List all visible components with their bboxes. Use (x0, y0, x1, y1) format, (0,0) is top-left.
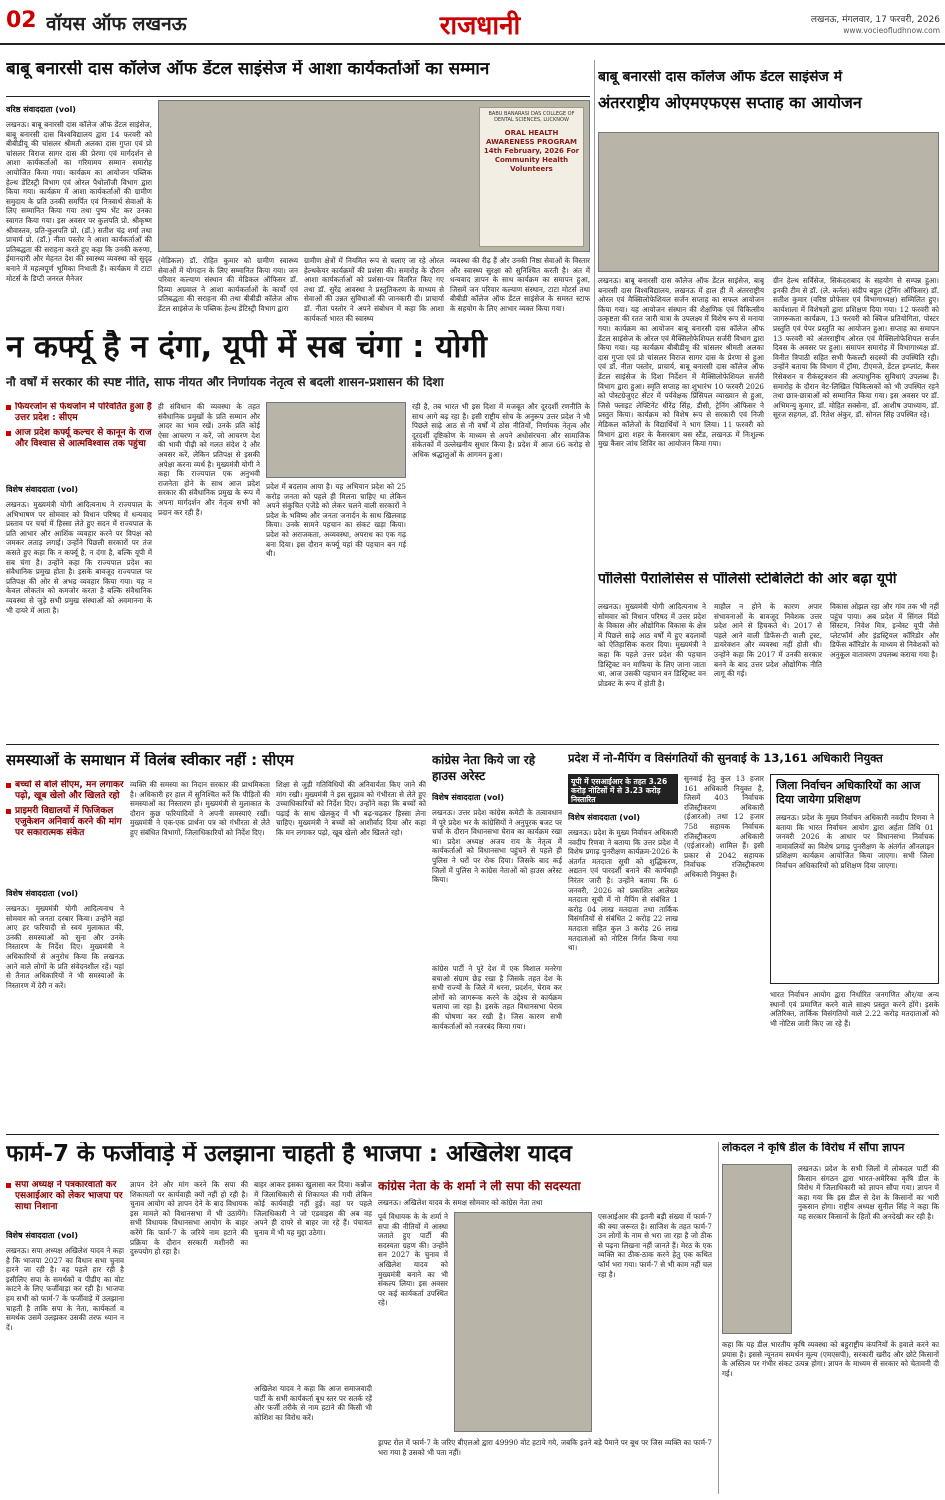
headline: पॉलिसी पैरालिसिस से पॉलिसी स्टेबिलिटी की ओर बढ़ा यूपी (598, 572, 897, 587)
intro: लखनऊ। अखिलेश यादव के समक्ष सोमवार को कांग्रेस नेता तथा (378, 1198, 543, 1207)
story-yogi-curfew (6, 330, 590, 740)
story8-highlights (6, 1180, 124, 1226)
masthead-rule (0, 43, 945, 45)
column-1: लखनऊ। बाबू बनारसी दास कॉलेज ऑफ डेंटल साइंसेज, बाबू बनारसी दास विश्वविद्यालय, लखनऊ में हाल ही में अंतरराष्ट्रीय ओरल एवं मैक्सिलोफेशियल सर्जन सप्ताह का सफल आयोजन किया गया। यह आयोजन संस्थान की शैक्षणिक एवं चिकित्सीय उत्कृष्टता की रतत जारी यात्रा के उपलक्ष्य में विशेष रूप से मनाया गया। कार्यक्रम का आयोजन बाबू बनारसी दास कॉलेज ऑफ डेंटल साइंसेज के ओरल एवं मैक्सिलोफेशियल सर्जरी विभाग द्वारा किया गया। यह कार्यक्रम बीबीडीयू की चांसलर श्रीमती अलका दास गुप्ता एवं प्रो चांसलर विराज सागर दास के प्रेरणा से हुआ एवं डॉ. नीता पस्तोर, प्राचार्य, बाबू बनारसी दास कॉलेज ऑफ डेंटल साइंसेज के दिशा निर्देशन में मैक्सिलोफेशियल सर्जरी विभाग द्वारा हुआ। स्मृति सप्ताह का शुभारंभ 10 फरवरी 2026 को पोस्टग्रेजुएट सेंटर में पर्यवेक्षक प्रिंसिपल व्याख्यान से हुआ, जिसे फ्लाइट लेफ्टिनेंट धीरेंद्र सिंह, डीसी, ट्रेनिंग ऑफिसर ने प्रस्तुत किया। कार्यक्रम को विशेष रूप से सरकारी एवं निजी मेडिकल कॉलेजों के विद्यार्थियों ने भाग लिया। 11 फरवरी को विभाग द्वारा शहर के कैसरबाग बस स्टैंड, लखनऊ में निःशुल्क मुख कैंसर जांच शिविर का आयोजन किया गया। (598, 276, 764, 449)
column-2: एसआईआर की इतनी बड़ी संख्या में फार्म-7 की क्या जरूरत है। साजिश के तहत फार्म-7 उन लोगों के नाम से भरा जा रहा है जो ठीक से पढ़ना लिखना नहीं जानते हैं। मेरठ के एक व्यक्ति का ठीक-ठाक करने हेतु एक कथित फॉर्म भरा गया। फार्म-7 से भी काम नहीं चल रहा है। (598, 1212, 712, 1279)
headline: प्रदेश में नो-मैपिंग व विसंगतियों की सुनवाई के 13,161 अधिकारी नियुक्त (568, 752, 883, 765)
banner-text: ORAL HEALTH AWARENESS PROGRAM 14th February, 2026 For Community Health Volunteers (483, 129, 580, 173)
box-text: लखनऊ। प्रदेश के मुख्य निर्वाचन अधिकारी नवदीप रिणवा ने बताया कि भारत निर्वाचन आयोग द्वारा अर्हता तिथि 01 जनवरी 2026 के आधार पर विधानसभा निर्वाचक नामावलियों का विशेष प्रगाढ़ पुनरीक्षण के अंतर्गत ऑनलाइन प्रशिक्षण कार्यक्रम आयोजित किया जाएगा। सभी जिला निर्वाचन अधिकारियों को प्रशिक्षण दिया जाएगा। (776, 813, 934, 870)
headline: न कर्फ्यू है न दंगा, यूपी में सब चंगा : योगी (6, 330, 487, 365)
story8-column-4: अखिलेश यादव ने कहा कि आज समाजवादी पार्टी के सभी कार्यकर्ता बूथ स्तर पर सतर्क रहें और फर्जी तरीके से नाम हटाने की किसी भी कोशिश का विरोध करें। (254, 1384, 372, 1422)
election-training-box (770, 774, 939, 984)
story-dental-asha (6, 60, 590, 324)
column-4: रही है, तब भारत भी इस दिशा में मजबूत और दूरदर्शी रणनीति के साथ आगे बढ़ रहा है। इसी राष्ट्रीय सोच के अनुरूप उत्तर प्रदेश ने भी पिछले साढ़े आठ से नौ वर्षों में ठोस नीतियों, निर्णायक नेतृत्व और दूरदर्शी दृष्टिकोण के माध्यम से अपने अधोसंरचना और सामाजिक संकेतकों में उल्लेखनीय सुधार किया है। प्रदेश में आज 66 करोड़ से अधिक श्रद्धालुओं के आगमन हुआ। (412, 402, 590, 459)
highlight-2: आज प्रदेश कर्फ्यू कल्चर से कानून के राज और विश्वास से आत्मविश्वास तक पहुंचा (6, 428, 156, 450)
banner-org: BABU BANARASI DAS COLLEGE OF DENTAL SCIENCES, LUCKNOW (488, 111, 575, 123)
column-1: लखनऊ। बाबू बनारसी दास कॉलेज ऑफ डेंटल साइंसेज, बाबू बनारसी दास विश्वविद्यालय द्वारा 14 फरवरी को बीबीडीयू की चांसलर श्रीमती अलका दास गुप्ता एवं प्रो चांसलर विराज सागर दास की प्रेरणा एवं मार्गदर्शन से आशा कार्यकर्ताओं का गरिमामय सम्मान समारोह आयोजित किया गया। कार्यक्रम का आयोजन पब्लिक हेल्थ डेंटिस्ट्री विभाग एवं ओरल पैथोलॉजी विभाग द्वारा किया गया। कार्यक्रम में आशा कार्यकर्ताओं की ग्रामीण समुदाय के प्रति उनकी समर्पित एवं निःस्वार्थ सेवाओं के लिए सम्मानित किया गया तथा पुष्प भेंट कर उनका स्वागत किया गया। इस अवसर पर कुलपति प्रो. श्रीकृष्ण श्रीवास्तव, प्रति-कुलपति प्रो. (डॉ.) सतीश चंद्र शर्मा तथा प्राचार्य प्रो. (डॉ.) नीता पस्तोर ने आशा कार्यकर्ताओं की प्रतिबद्धता की सराहना करते हुए कहा कि उनकी करुणा, ईमानदारी और मेहनत देश की स्वास्थ्य व्यवस्था को सुदृढ़ बनाने में महत्वपूर्ण भूमिका निभाती हैं। कार्यक्रम में टाटा मोटर्स के डिप्टी जनरल मैनेजर (6, 120, 152, 283)
headline-line-2: अंतरराष्ट्रीय ओएमएफएस सप्ताह का आयोजन (598, 94, 862, 112)
logo: राजधानी (439, 11, 521, 41)
highlight-1: बच्चों से बोले सीएम, मन लगाकर पढ़ो, खूब खेलो और खिलते रहो (6, 780, 124, 802)
column-2: सुनवाई हेतु कुल 13 हजार 161 अधिकारी नियुक्त है, जिसमें 403 निर्वाचक रजिस्ट्रीकरण अधिकारी (ईआरओ) तथा 12 हजार 758 सहायक निर्वाचक रजिस्ट्रीकरण अधिकारी (एईआरओ) शामिल हैं। इसी प्रकार से 2042 सहायक निर्वाचक रजिस्ट्रीकरण अधिकारी नियुक्त हैं। (684, 774, 764, 879)
section-title: वॉयस ऑफ लखनऊ (46, 13, 187, 35)
awareness-banner (479, 107, 584, 247)
story-cm-grievance (6, 752, 426, 1128)
highlights (6, 780, 124, 880)
column-2: माहौल न होने के कारण अपार संभावनाओं के बावजूद निवेशक उत्तर प्रदेश आने से हिचकते थे। 2017 से पहले आने वाली डिफेंस-टी वाली ट्रस्ट, डायरेक्शन और व्यवस्था नहीं होती थी। उन्होंने कहा कि 2017 में उनकी सरकार बनने के बाद उत्तर प्रदेश औद्योगिक नीति लागू की गई। (714, 602, 822, 679)
column-2: कांग्रेस पार्टी ने पूरे देश में एक विशाल मनरेगा बचाओ संग्राम छेड़ रखा है जिसके तहत देश के सभी राज्यों के जिले में धरना, प्रदर्शन, घेराव कर लोगों को जागरूक करने के उद्देश्य से कार्यक्रम चलाया जा रहा है। इसके तहत विधानसभा घेराव की घोषणा कर रखी है। जिस कारण सभी कार्यकर्ताओं को नजरबंद किया गया। (432, 964, 562, 1031)
byline: विशेष संवाददाता (vol) (6, 889, 79, 898)
column-3: विकास ओझल रहा और गांव तक भी नहीं पहुंच पाया। अब प्रदेश में सिंगल विंडो सिस्टम, निवेश मित्र, इन्वेस्ट यूपी जैसे प्लेटफॉर्म और इंडस्ट्रियल कॉरिडोर और डिफेंस कॉरिडोर के माध्यम से निवेशकों को अनुकूल वातावरण उपलब्ध कराया गया है। (830, 602, 939, 659)
column-1: लखनऊ। मुख्यमंत्री योगी आदित्यनाथ ने सोमवार को विधान परिषद में उत्तर प्रदेश के विकास और औद्योगिक विकास के क्षेत्र में पिछले साढ़े आठ वर्षों में हुए बदलावों को ऐतिहासिक करार दिया। मुख्यमंत्री ने कहा कि पहले उत्तर प्रदेश की पहचान डिस्ट्रिक्ट वन माफिया के लिए जाना जाता था, आज उसकी पहचान वन डिस्ट्रिक्ट वन प्रोडक्ट के रूप में होती है। (598, 602, 706, 688)
story8-byline: विशेष संवाददाता (vol) (6, 1231, 79, 1240)
headline-rule (6, 96, 590, 97)
column-1: पूर्व विधायक के के शर्मा ने सपा की नीतियों में आस्था जताते हुए पार्टी की सदस्यता ग्रहण की। उन्होंने सन 2027 के चुनाव में अखिलेश यादव को मुख्यमंत्री बनाने का भी संकल्प लिया। इस अवसर पर कई कार्यकर्ता उपस्थित रहे। (378, 1212, 448, 1308)
column-divider-2 (718, 1142, 719, 1494)
column-1: लखनऊ। मुख्यमंत्री योगी आदित्यनाथ ने सोमवार को जनता दरबार किया। उन्होंने वहां आए हर फरियादी से स्वयं मुलाकात की, उनकी समस्याओं को सुना और उनके निस्तारण के निर्देश दिए। मुख्यमंत्री ने अधिकारियों से अनुरोध किया कि लखनऊ आने वाले लोगों के प्रति संवेदनशील रहें। यहां से तैनात अधिकारियों ने भी समस्याओं के निस्तारण में देरी न करें। (6, 904, 124, 990)
sharma-joining-photo (454, 1212, 592, 1432)
highlight-1: फियरजोन से फेथजोन में परिवर्तित हुआ है उत्तर प्रदेश : सीएम (6, 402, 156, 424)
column-2: (मेडिकल) डॉ. रोहित कुमार को ग्रामीण स्वास्थ्य सेवाओं में योगदान के लिए सम्मानित किया गया। जन परिवार कल्याण संस्थान की मेडिकल ऑफिसर डॉ. दिव्या अग्रवाल ने आशा कार्यकर्ताओं के कार्यों एवं प्रतिबद्धता की सराहना की तथा बीबीडी कॉलेज ऑफ डेंटल साइंसेज के पब्लिक हेल्थ डेंटिस्ट्री विभाग द्वारा (158, 256, 298, 313)
headline: कांग्रेस नेता के के शर्मा ने ली सपा की सदस्यता (378, 1180, 581, 1193)
story8-column-1: लखनऊ। सपा अध्यक्ष अखिलेश यादव ने कहा है कि भाजपा 2027 का विधान सभा चुनाव हारने जा रही है। वह पहले हार रही है इसीलिए सपा के समर्थकों व पीडीए का वोट काटने के लिए फर्जीवाड़ा कर रही है। भाजपा हम सभी को फार्म-7 के फर्जीवाड़े में उलझाना चाहती है ताकि सपा के नेता, कार्यकर्ता व समर्थक उसमें उलझकर उसकी तरफ ध्यान न दें। (6, 1246, 124, 1332)
story-lokdal (722, 1142, 939, 1494)
group-photo (598, 132, 939, 272)
subheadline: नौ वर्षों में सरकार की स्पष्ट नीति, साफ नीयत और निर्णायक नेतृत्व से बदली शासन-प्रशासन की दिशा (6, 376, 444, 389)
story8-column-3: बाहर आकर इसका खुलासा कर दिया। कन्नौज में जिलाधिकारी से शिकायत की गयी लेकिन कोई कार्यवाही नहीं हुई। वहां पर पहले जिलाधिकारी ने जो एडवाइस की अब वह अपने ही दायरे से बाहर जा रहे हैं। पंचायत चुनाव में भी यह मुद्दा उठेगा। (254, 1180, 372, 1237)
column-3: शिक्षा से जुड़ी गतिविधियों की अनिवार्यता किए जाने की मांग रखी। मुख्यमंत्री ने इस सुझाव को गंभीरता से लेते हुए उच्चाधिकारियों को निर्देश दिए। उन्होंने कहा कि बच्चों को पढ़ाई के साथ खेलकूद में भी बढ़-चढ़कर हिस्सा लेना चाहिए। मुख्यमंत्री ने बच्चों को आशीर्वाद दिया और कहा कि मन लगाकर पढ़ो, खूब खेलो और खिलते रहो। (276, 780, 426, 837)
highlight-1: सपा अध्यक्ष ने पत्रकारवार्ता कर एसआईआर को लेकर भाजपा पर साधा निशाना (6, 1180, 124, 1213)
highlight-box (568, 774, 678, 804)
column-1: लखनऊ। प्रदेश के मुख्य निर्वाचन अधिकारी नवदीप रिणवा ने बताया कि उत्तर प्रदेश में विशेष प्रगाढ़ पुनरीक्षण कार्यक्रम-2026 के अंतर्गत मतदाता सूची को शुद्धिकरण, अद्यतन एवं पारदर्शी बनाने की कार्यवाही निरंतर जारी है। उन्होंने बताया कि 6 जनवरी, 2026 को प्रकाशित आलेख्य मतदाता सूची में नो मैपिंग से संबंधित 1 करोड़ 04 लाख मतदाता तथा तार्किक विसंगतियों से संबंधित 2 करोड़ 22 लाख मतदाता सहित कुल 3 करोड़ 26 लाख मतदाताओं को नोटिस निर्गत किया गया था। (568, 828, 678, 953)
event-photo (158, 100, 590, 252)
website[interactable]: www.vocieofludhnow.com (843, 26, 940, 35)
headline: समस्याओं के समाधान में विलंब स्वीकार नहीं : सीएम (6, 752, 294, 769)
headline: लोकदल ने कृषि डील के विरोध में सौंपा ज्ञापन (722, 1142, 905, 1154)
headline: फार्म-7 के फर्जीवाड़े में उलझाना चाहती है भाजपा : अखिलेश यादव (6, 1142, 572, 1167)
story-sir-officers (568, 752, 939, 1128)
masthead (0, 0, 945, 46)
lokdal-photo (722, 1164, 792, 1334)
column-4: व्यवस्था की रीढ़ हैं और उनकी निष्ठा सेवाओं के विस्तार और स्वास्थ्य सुरक्षा को सुनिश्चित करती है। अंत में धन्यवाद ज्ञापन के साथ कार्यक्रम का समापन हुआ, जिसमें जन परिवार कल्याण संस्थान, टाटा मोटर्स तथा बीबीडी कॉलेज ऑफ डेंटल साइंसेज के समस्त स्टाफ के सहयोग के लिए आभार व्यक्त किया गया। (450, 256, 590, 313)
column-2: व्यक्ति की समस्या का निदान सरकार की प्राथमिकता है। अधिकारी हर हाल में सुनिश्चित करें कि पीड़ितों की समस्याओं का निस्तारण हो। मुख्यमंत्री से मुलाकात के दौरान कुछ फरियादियों ने अपनी समस्याएं रखीं। मुख्यमंत्री ने एक-एक प्रार्थना पत्र को गंभीरता से लेते हुए संबंधित विभागों, जिलाधिकारियों को निर्देश दिए। (130, 780, 270, 837)
date-line: लखनऊ, मंगलवार, 17 फरवरी, 2026 (810, 15, 940, 25)
column-3: ग्रामीण क्षेत्रों में नियमित रूप से चलाए जा रहे ओरल हेल्थकेयर कार्यक्रमों की प्रशंसा की। समारोह के दौरान आशा कार्यकर्ताओं को प्रशंसा-पत्र वितरित किए गए तथा डॉ. सुरेंद्र आवस्था ने प्रस्तुतिकरण के माध्यम से सेवाओं की उन्नत सुविधाओं की जानकारी दी। प्राचार्या डॉ. नीता पस्तोर ने अपने संबोधन में कहा कि आशा कार्यकर्ता भारत की स्वास्थ्य (304, 256, 444, 323)
byline: विशेष संवाददाता (vol) (6, 485, 79, 494)
column-2: कहा कि यह डील भारतीय कृषि व्यवस्था को बहुराष्ट्रीय कंपनियों के हवाले करने का प्रयास है। इससे न्यूनतम समर्थन मूल्य (एमएसपी), सरकारी खरीद और छोटे किसानों के अस्तित्व पर गंभीर संकट उत्पन्न होगा। ज्ञापन के माध्यम से सरकार को चेतावनी दी गई। (722, 1340, 939, 1378)
column-2: ग्रीन हेल्थ सर्विसेज, सिकंदराबाद के सहयोग से सम्पन्न हुआ। इनकी टीम से डॉ. (ले. कर्नल) संदीप बहुल (ट्रेनिंग ऑफिसर) डॉ. सतीश कुमार (वरिष्ठ प्रोफेसर एवं विभागाध्यक्ष) सम्मिलित हुए। कार्यशाला में विशेषज्ञों द्वारा प्रशिक्षण दिया गया। 12 फरवरी को जागरूकता कार्यक्रम, 13 फरवरी को क्विज प्रतियोगिता, पोस्टर प्रस्तुति एवं पेपर प्रस्तुति का आयोजन हुआ। सप्ताह का समापन 13 फरवरी को अंतरराष्ट्रीय ओरल एवं मैक्सिलोफेशियल सर्जन दिवस के अवसर पर हुआ। समापन समारोह में विभागाध्यक्ष डॉ. विनीत त्रिपाठी सहित सभी फैकल्टी सदस्यों की उपस्थिति रही। उन्होंने बताया कि विभाग में ट्रॉमा, टीएमजे, डेंटल इम्प्लांट, कैंसर रिसेक्शन व रीकंस्ट्रक्शन की अत्याधुनिक सुविधाएं उपलब्ध हैं। समारोह के दौरान वेट-लिखित चिकित्सकों को भी उपस्थित रहने तथा छात्र-छात्राओं को सम्मानित किया गया। इस अवसर पर डॉ. अभिमन्यु कुमार, डॉ. मोहित सक्सेना, डॉ. आशीष उपाध्याय, डॉ. सूरज सहगल, डॉ. रितेश अंकुर, डॉ. सोनल सिंह उपस्थित रहे। (773, 276, 939, 420)
box-headline: जिला निर्वाचन अधिकारियों का आज दिया जायेगा प्रशिक्षण (776, 779, 921, 806)
section-rule (6, 744, 939, 745)
highlight-1: यूपी में एसआईआर के तहत 3.26 करोड़ नोटिसों में से 3.23 करोड़ निस्तारित (571, 777, 668, 804)
column-3: भारत निर्वाचन आयोग द्वारा निर्धारित जनगणित और/या अन्य स्थानों एवं प्रमाणित करने वाले साक्ष्य प्रस्तुत करने होंगे। इसके अतिरिक्त, तार्किक विसंगतियों वाले 2.22 करोड़ मतदाताओं को भी नोटिस जारी किए जा रहे हैं। (770, 990, 939, 1028)
column-2: ही संविधान की व्यवस्था के तहत संवैधानिक प्रमुखों के प्रति सम्मान और आदर का भाव रखें। उनके प्रति कोई ऐसा आचरण न करें, जो आचरण देश की भावी पीढ़ी को गलत संदेश दे और अवसर करें, लेकिन प्रतिपक्ष से इसकी अपेक्षा करना व्यर्थ है। मुख्यमंत्री योगी ने कहा कि राज्यपाल एक अनुभवी राजनेता होने के साथ आज प्रदेश सरकार की संवैधानिक प्रमुख के रूप में अपना मार्गदर्शन और नेतृत्व सभी को प्रदान कर रही हैं। (158, 402, 260, 517)
column-1: लखनऊ। प्रदेश के सभी जिलों में लोकदल पार्टी की किसान संगठन द्वारा भारत-अमेरिका कृषि डील के विरोध में जिलाधिकारी को ज्ञापन सौंपा गया। ज्ञापन में कहा गया कि इस डील से देश के किसानों का भारी नुकसान होगा। राष्ट्रीय अध्यक्ष सुनील सिंह ने कहा कि यह सरकार किसानों के हितों की अनदेखी कर रही है। (798, 1164, 939, 1221)
byline: विशेष संवाददाता (vol) (568, 813, 641, 822)
byline: विशेष संवाददाता (vol) (432, 793, 505, 802)
column-3: प्रदेश में बदलाव आया है। यह अभियान प्रदेश को 25 करोड़ जनता को पहले ही मिलना चाहिए था लेकिन अपने संकुचित एजेंडे को लेकर चलने वाली सरकारों ने प्रदेश के भविष्य और जनता जनार्दन के साथ खिलवाड़ किया। उनके सामने पहचान का संकट खड़ा किया। प्रदेश को अराजकता, अव्यवस्था, अपराध का एक गढ़ बना दिया। इस दौरान कर्फ्यू यहां की पहचान बन गई थी। (266, 482, 406, 559)
story-congress-house-arrest (432, 752, 562, 1128)
story-policy-stability (598, 572, 939, 738)
section-rule-2 (6, 1134, 939, 1135)
yogi-photo (266, 402, 406, 478)
headline: बाबू बनारसी दास कॉलेज ऑफ डेंटल साइंसेज में आशा कार्यकर्ताओं का सम्मान (6, 60, 490, 79)
footer: ड्राफ्ट रोल में फार्म-7 के जरिए बीएलओ द्वारा 49990 वोट हटाये गये, जबकि इतने बड़े पैमाने पर बूथ पर जिस व्यक्ति का फार्म-7 भरा गया है उसको भी पता नहीं। (378, 1438, 712, 1457)
story-kk-sharma (378, 1180, 712, 1494)
column-1: लखनऊ। मुख्यमंत्री योगी आदित्यनाथ ने राज्यपाल के अभिभाषण पर सोमवार को विधान परिषद में धन्यवाद प्रस्ताव पर चर्चा में हिस्सा लेते हुए सदन में राज्यपाल के प्रति आभार और आशिंक व्यवहार करने पर विपक्ष को जमकर लताड़ लगाई। उन्होंने पिछली सरकारों पर तंज कसते हुए कहा कि न कर्फ्यू है, न दंगा है, बल्कि यूपी में सब चंगा है। उन्होंने कहा कि राज्यपाल प्रदेश का संवैधानिक प्रमुख होता है। इसके बावजूद राज्यपाल पर प्रतिपक्ष की ओर से अभद्र व्यवहार किया गया। यह न केवल लोकतंत्र को कमजोर करता है बल्कि संवैधानिक व्यवस्था से जुड़े सभी प्रमुख संस्थाओं को अवमानना के भी दायरे में आता है। (6, 500, 152, 615)
page-number: 02 (6, 8, 37, 33)
column-divider (594, 60, 595, 640)
story8-column-2: ज्ञापन देने और मांग करने कि सपा की शिकायतों पर कार्यवाही क्यों नहीं हो रही है। चुनाव आयोग को ज्ञापन देने के बाद विधायक इस मामले को विधानसभा में भी उठायेंगे। सभी विधायक विधानसभा आयोग के बाहर करेंगे कि फार्म-7 के जरिये नाम हटाने की प्रक्रिया के दौरान सरकारी मशीनरी का दुरुपयोग हो रहा है। (130, 1180, 248, 1257)
column-1: लखनऊ। उत्तर प्रदेश कांग्रेस कमेटी के तत्वावधान में पूरे प्रदेश भर के कांग्रेसियों ने अनुपूरक बजट पर चर्चा के दौरान विधानसभा घेराव का कार्यक्रम रखा था। प्रदेश अध्यक्ष अजय राय के नेतृत्व में कार्यकर्ताओं को विधानसभा पहुंचने से पहले ही पुलिस ने घरों पर रोक दिया। जिसके बाद कई जिलों में पुलिस ने कांग्रेस नेताओं को हाउस अरेस्ट किया। (432, 808, 562, 885)
headline: कांग्रेस नेता किये जा रहे हाउस अरेस्ट (432, 753, 536, 783)
highlight-2: प्राइमरी विद्यालयों में फिजिकल एजुकेशन अनिवार्य करने की मांग पर सकारात्मक संकेत (6, 806, 124, 839)
byline: वरिष्ठ संवाददाता (vol) (6, 105, 76, 114)
highlights (6, 402, 156, 478)
story-omfs-week (598, 70, 939, 558)
headline-line-1: बाबू बनारसी दास कॉलेज ऑफ डेंटल साइंसेज में (598, 70, 843, 85)
